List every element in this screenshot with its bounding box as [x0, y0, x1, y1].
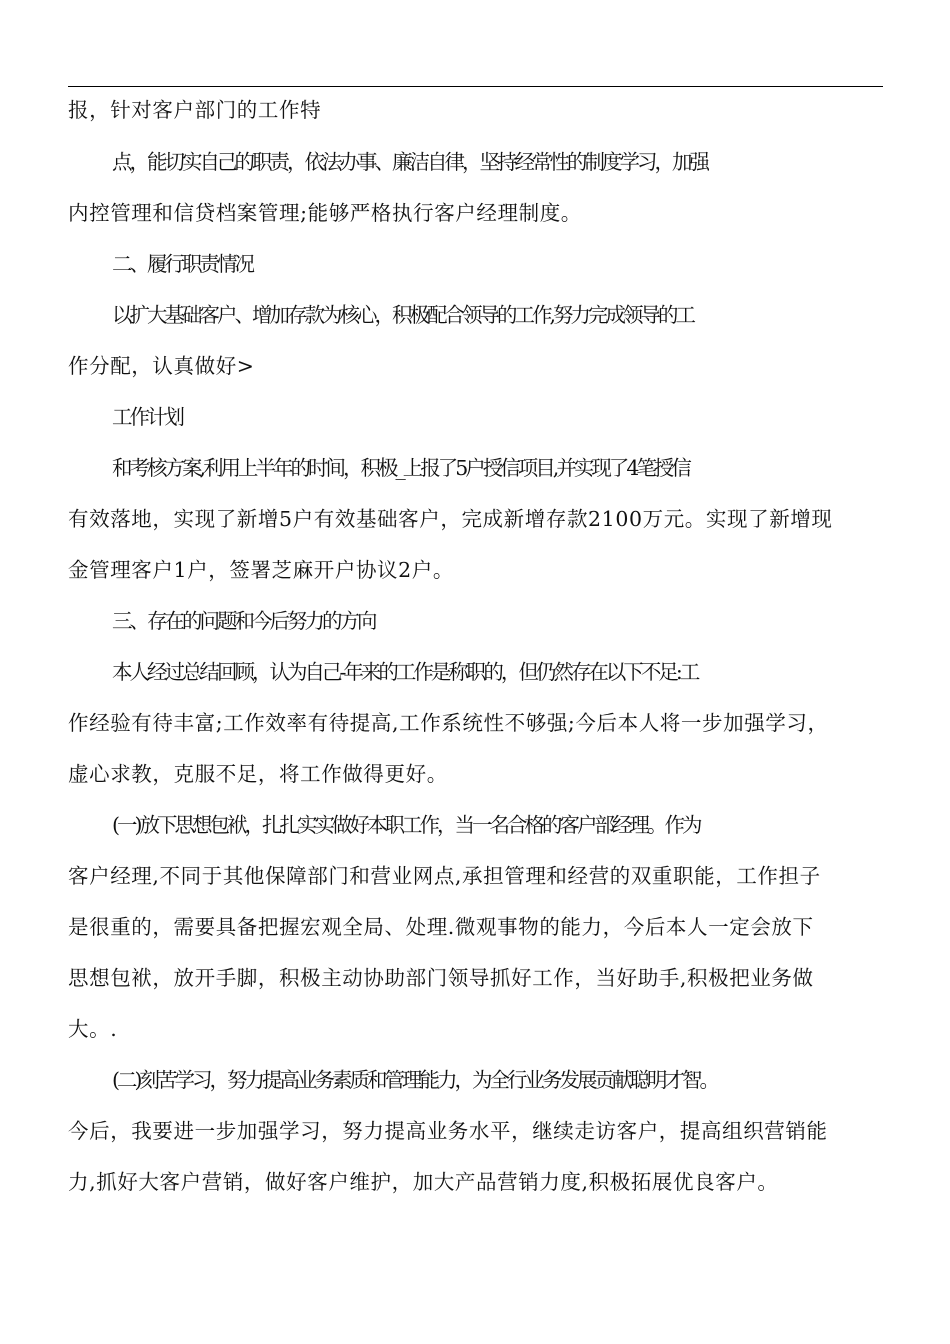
paragraph-line: (一)放下思想包袱，扎扎实实做好本职工作，当一名合格的客户部经理。作为: [112, 813, 700, 837]
paragraph-line: 客户经理,不同于其他保障部门和营业网点,承担管理和经营的双重职能，工作担子: [68, 864, 821, 888]
paragraph-line: 本人经过总结回顾，认为自己-年来的工作是称职的，但仍然存在以下不足:工: [112, 660, 698, 684]
paragraph-line: 报，针对客户部门的工作特: [68, 98, 322, 122]
paragraph-line: 作分配，认真做好>: [68, 354, 255, 378]
paragraph-line: 力,抓好大客户营销，做好客户维护，加大产品营销力度,积极拓展优良客户。: [68, 1170, 779, 1194]
paragraph-line: 和考核方案,利用上半年的时间，积极_上报了5户授信项目,并实现了4笔授信: [112, 456, 689, 480]
paragraph-line: 思想包袱，放开手脚，积极主动协助部门领导抓好工作，当好助手,积极把业务做: [68, 966, 814, 990]
paragraph-line: 有效落地，实现了新增5户有效基础客户，完成新增存款2100万元。实现了新增现: [68, 507, 833, 531]
paragraph-line: 金管理客户1户，签署芝麻开户协议2户。: [68, 558, 454, 582]
paragraph-line: 内控管理和信贷档案管理;能够严格执行客户经理制度。: [68, 201, 582, 225]
paragraph-line: 今后，我要进一步加强学习，努力提高业务水平，继续走访客户，提高组织营销能: [68, 1119, 828, 1143]
paragraph-line: 工作计划: [112, 405, 182, 429]
paragraph-line: 点，能切实自己的职责，依法办事、廉洁自律，坚持经常性的制度学习，加强: [112, 150, 707, 174]
section-heading: 二、履行职责情况: [112, 252, 252, 276]
header-rule: [68, 86, 883, 87]
paragraph-line: 是很重的，需要具备把握宏观全局、处理.微观事物的能力，今后本人一定会放下: [68, 915, 814, 939]
section-heading: 三、存在的问题和今后努力的方向: [112, 609, 375, 633]
paragraph-line: 大。.: [68, 1017, 118, 1041]
paragraph-line: 以扩大基础客户、增加存款为核心，积极配合领导的工作,努力完成领导的工: [112, 303, 694, 327]
paragraph-line: 作经验有待丰富;工作效率有待提高,工作系统性不够强;今后本人将一步加强学习，: [68, 711, 829, 735]
paragraph-line: (二)刻苦学习，努力提高业务素质和管理能力，为全行业务发展贡献聪明才智。: [112, 1068, 717, 1092]
paragraph-line: 虚心求教，克服不足，将工作做得更好。: [68, 762, 448, 786]
